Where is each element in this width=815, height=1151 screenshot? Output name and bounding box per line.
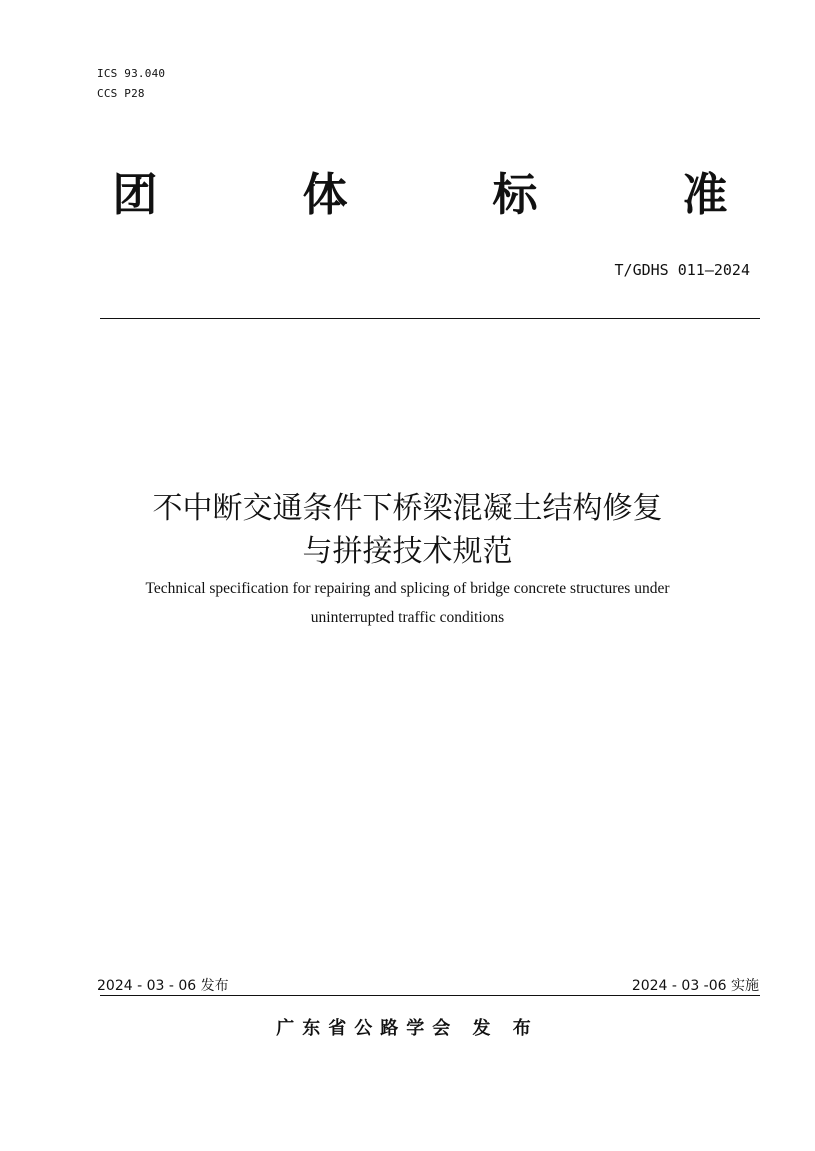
doc-type-char-1: 团	[112, 167, 158, 221]
ics-code: ICS 93.040	[97, 67, 166, 80]
doc-type-char-3: 标	[492, 167, 538, 221]
standard-number: T/GDHS 011—2024	[614, 261, 750, 279]
english-title-line-1: Technical specification for repairing and splicing of bridge concrete structures under	[145, 580, 670, 597]
chinese-title-line-2: 与拼接技术规范	[302, 534, 513, 569]
ccs-code: CCS P28	[97, 87, 145, 100]
classification-codes	[97, 64, 165, 104]
publisher: 广东省公路学会 发 布	[276, 1018, 539, 1039]
doc-type-char-4: 准	[682, 167, 728, 221]
document-type-heading	[100, 160, 740, 220]
english-title-line-2: uninterrupted traffic conditions	[310, 609, 505, 626]
chinese-title-line-1: 不中断交通条件下桥梁混凝土结构修复	[152, 491, 663, 526]
issue-date: 2024 - 03 - 06 发布	[97, 978, 229, 994]
implementation-date: 2024 - 03 -06 实施	[631, 978, 759, 994]
doc-type-char-2: 体	[302, 167, 348, 221]
top-divider	[100, 318, 760, 319]
bottom-divider	[100, 995, 760, 996]
